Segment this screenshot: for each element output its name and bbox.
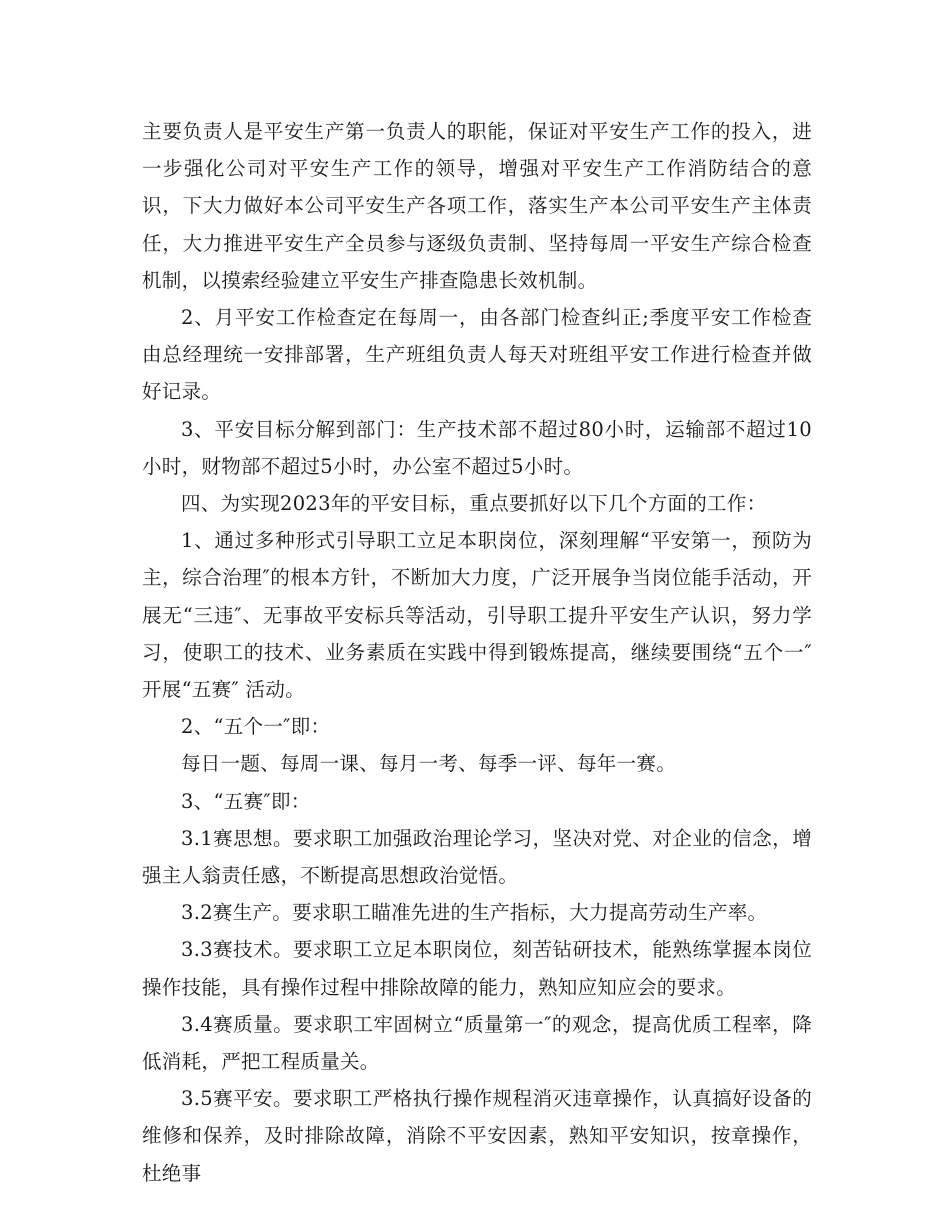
paragraph-contest-thought: 3.1赛思想。要求职工加强政治理论学习，坚决对党、对企业的信念，增强主人翁责任感，不断提高思想政治觉悟。	[142, 826, 812, 888]
paragraph-guidance: 1、通过多种形式引导职工立足本职岗位，深刻理解“平安第一，预防为主，综合治理″的根本方针，不断加大力度，广泛开展争当岗位能手活动，开展无“三违″、无事故平安标兵等活动，引导职工提升平安生产认识，努力学习，使职工的技术、业务素质在实践中得到锻炼提高，继续要围绕“五个一″开展“五赛″ 活动。	[142, 529, 812, 702]
paragraph-five-ones-heading: 2、“五个一″即：	[181, 715, 331, 739]
paragraph-monthly-check: 2、月平安工作检查定在每周一，由各部门检查纠正;季度平安工作检查由总经理统一安排部署，生产班组负责人每天对班组平安工作进行检查并做好记录。	[142, 306, 812, 404]
document-body	[142, 113, 812, 1192]
paragraph-contest-production: 3.2赛生产。要求职工瞄准先进的生产指标，大力提高劳动生产率。	[181, 901, 768, 925]
paragraph-responsibility: 主要负责人是平安生产第一负责人的职能，保证对平安生产工作的投入，进一步强化公司对平安生产工作的领导，增强对平安生产工作消防结合的意识，下大力做好本公司平安生产各项工作，落实生产本公司平安生产主体责任，大力推进平安生产全员参与逐级负责制、坚持每周一平安生产综合检查机制，以摸索经验建立平安生产排查隐患长效机制。	[142, 120, 812, 292]
paragraph-contest-technology: 3.3赛技术。要求职工立足本职岗位，刻苦钻研技术，能熟练掌握本岗位操作技能，具有操作过程中排除故障的能力，熟知应知应会的要求。	[142, 938, 812, 999]
paragraph-contest-quality: 3.4赛质量。要求职工牢固树立“质量第一″的观念，提高优质工程率，降低消耗，严把工程质量关。	[142, 1012, 812, 1074]
paragraph-contest-safety: 3.5赛平安。要求职工严格执行操作规程消灭违章操作，认真搞好设备的维修和保养，及时排除故障，消除不平安因素，熟知平安知识，按章操作，杜绝事	[142, 1087, 812, 1185]
paragraph-section-four-heading: 四、为实现2023年的平安目标，重点要抓好以下几个方面的工作：	[181, 492, 767, 516]
paragraph-five-ones-list: 每日一题、每周一课、每月一考、每季一评、每年一赛。	[181, 752, 677, 776]
paragraph-safety-targets: 3、平安目标分解到部门：生产技术部不超过80小时，运输部不超过10小时，财物部不超过5小时，办公室不超过5小时。	[142, 417, 812, 478]
paragraph-five-contests-heading: 3、“五赛″即：	[181, 789, 311, 813]
